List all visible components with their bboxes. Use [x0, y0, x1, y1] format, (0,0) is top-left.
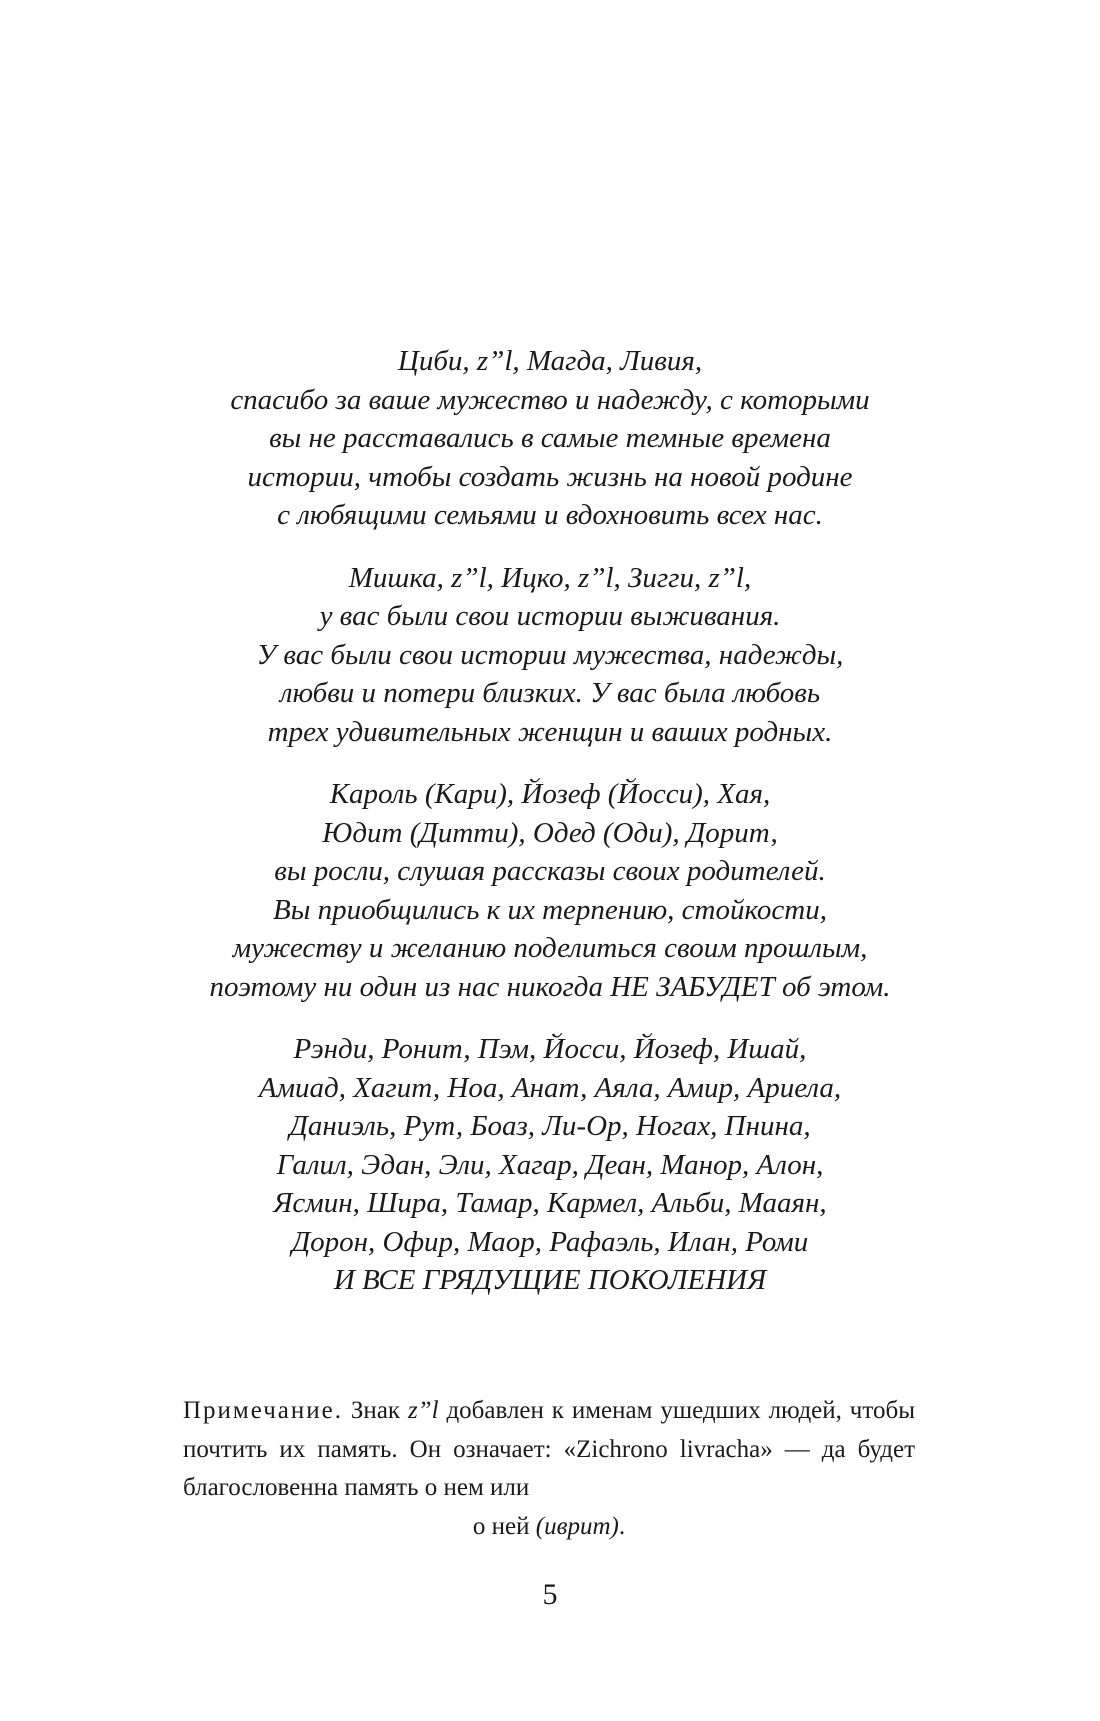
- footnote-last-line: [183, 1508, 915, 1547]
- footnote-text: о ней: [472, 1512, 536, 1540]
- dedication: [0, 342, 1100, 1324]
- stanza-line: Галил, Эдан, Эли, Хагар, Деан, Манор, Алон,: [276, 1148, 824, 1181]
- stanza-line: Мишка, z”l, Ицко, z”l, Зигги, z”l,: [348, 561, 752, 594]
- footnote-text: .: [618, 1512, 626, 1540]
- stanza-line: поэтому ни один из нас никогда НЕ ЗАБУДЕТ об этом.: [209, 970, 891, 1003]
- footnote-label: Примечание.: [183, 1397, 344, 1424]
- footnote-language: (иврит): [535, 1512, 619, 1540]
- stanza-line: мужеству и желанию поделиться своим прошлым,: [232, 932, 868, 964]
- dedication-stanza: [0, 559, 1100, 752]
- stanza-line: Циби, z”l, Магда, Ливия,: [397, 345, 703, 377]
- stanza-line: у вас были свои истории выживания.: [319, 600, 781, 632]
- stanza-line: Ясмин, Шира, Тамар, Кармел, Альби, Мааян,: [273, 1187, 827, 1219]
- footnote-sign: z”l: [407, 1397, 439, 1424]
- page-number: 5: [542, 1578, 558, 1611]
- footnote-text: добавлен к именам ушедших людей, чтобы почтить их память. Он означает: «Zichrono livracha» — да будет благословенна память о нем или: [183, 1397, 915, 1501]
- stanza-line: У вас были свои истории мужества, надежды,: [256, 638, 844, 671]
- stanza-line: Рэнди, Ронит, Пэм, Йосси, Йозеф, Ишай,: [293, 1033, 807, 1065]
- stanza-line: Юдит (Дитти), Одед (Оди), Дорит,: [322, 816, 778, 849]
- stanza-line: И ВСЕ ГРЯДУЩИЕ ПОКОЛЕНИЯ: [333, 1264, 767, 1296]
- stanza-line: вы не расставались в самые темные времена: [269, 422, 831, 454]
- dedication-stanza: [0, 775, 1100, 1006]
- stanza-line: вы росли, слушая рассказы своих родителей.: [274, 855, 826, 887]
- stanza-line: истории, чтобы создать жизнь на новой родине: [247, 460, 853, 493]
- stanza-line: любви и потери близких. У вас была любовь: [279, 677, 821, 709]
- stanza-line: с любящими семьями и вдохновить всех нас.: [277, 499, 823, 531]
- footnote: [183, 1392, 915, 1546]
- dedication-stanza: [0, 342, 1100, 535]
- stanza-line: Кароль (Кари), Йозеф (Йосси), Хая,: [329, 778, 771, 810]
- stanza-line: Дорон, Офир, Маор, Рафаэль, Илан, Роми: [291, 1225, 809, 1258]
- stanza-line: спасибо за ваше мужество и надежду, с которыми: [230, 383, 870, 416]
- footnote-text: Знак: [343, 1397, 408, 1424]
- stanza-line: Амиад, Хагит, Ноа, Анат, Аяла, Амир, Ариела,: [258, 1071, 842, 1104]
- stanza-line: Даниэль, Рут, Боаз, Ли-Ор, Ногах, Пнина,: [289, 1110, 811, 1142]
- stanza-line: Вы приобщились к их терпению, стойкости,: [273, 893, 827, 926]
- dedication-stanza: [0, 1030, 1100, 1300]
- stanza-line: трех удивительных женщин и ваших родных.: [267, 715, 833, 748]
